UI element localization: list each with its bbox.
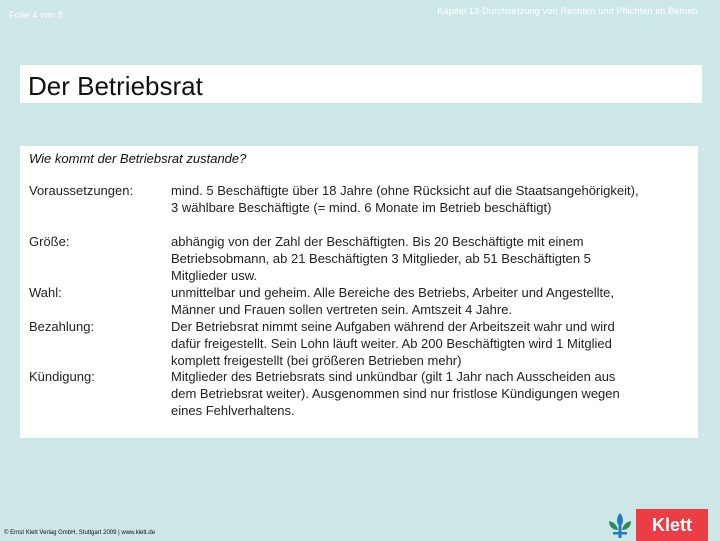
row-label: Kündigung: bbox=[29, 369, 95, 384]
row-label: Bezahlung: bbox=[29, 319, 95, 334]
row-text: mind. 5 Beschäftigte über 18 Jahre (ohne Rücksicht auf die Staatsangehörigkeit), 3 wählbare Beschäftigte (= mind. 6 Monate im Betrieb beschäftigt) bbox=[171, 183, 639, 215]
row-label: Voraussetzungen: bbox=[29, 183, 134, 198]
slide-question: Wie kommt der Betriebsrat zustande? bbox=[29, 151, 247, 166]
content-box bbox=[20, 146, 698, 438]
row-text: unmittelbar und geheim. Alle Bereiche des Betriebs, Arbeiter und Angestellte, Männer und Frauen sollen vertreten sein. Amtszeit 4 Jahre. bbox=[171, 285, 614, 317]
row-label: Wahl: bbox=[29, 285, 62, 300]
title-box bbox=[20, 65, 702, 103]
klett-lily-icon bbox=[606, 511, 634, 539]
klett-brand-text: Klett bbox=[636, 509, 708, 541]
footer-copyright: © Ernst Klett Verlag GmbH, Stuttgart 2009 | www.klett.de bbox=[4, 530, 156, 536]
chapter-title: Kapitel 13 Durchsetzung von Rechten und Pflichten im Betrieb bbox=[437, 6, 698, 16]
row-text: Der Betriebsrat nimmt seine Aufgaben während der Arbeitszeit wahr und wird dafür freigestellt. Sein Lohn läuft weiter. Ab 200 Beschäftigten wird 1 Mitglied komplett freigestellt (bei größeren Betrieben mehr) bbox=[171, 319, 615, 368]
row-label: Größe: bbox=[29, 234, 70, 249]
klett-logo[interactable] bbox=[600, 505, 710, 541]
slide-title: Der Betriebsrat bbox=[28, 71, 203, 101]
row-text: Mitglieder des Betriebsrats sind unkündbar (gilt 1 Jahr nach Ausscheiden aus dem Betriebsrat weiter). Ausgenommen sind nur fristlose Kündigungen wegen eines Fehlverhaltens. bbox=[171, 369, 620, 418]
slide-counter: Folie 4 von 8 bbox=[9, 10, 64, 20]
row-text: abhängig von der Zahl der Beschäftigten. Bis 20 Beschäftigte mit einem Betriebsobmann, ab 21 Beschäftigten 3 Mitglieder, ab 51 Beschäftigten 5 Mitglieder usw. bbox=[171, 234, 591, 283]
